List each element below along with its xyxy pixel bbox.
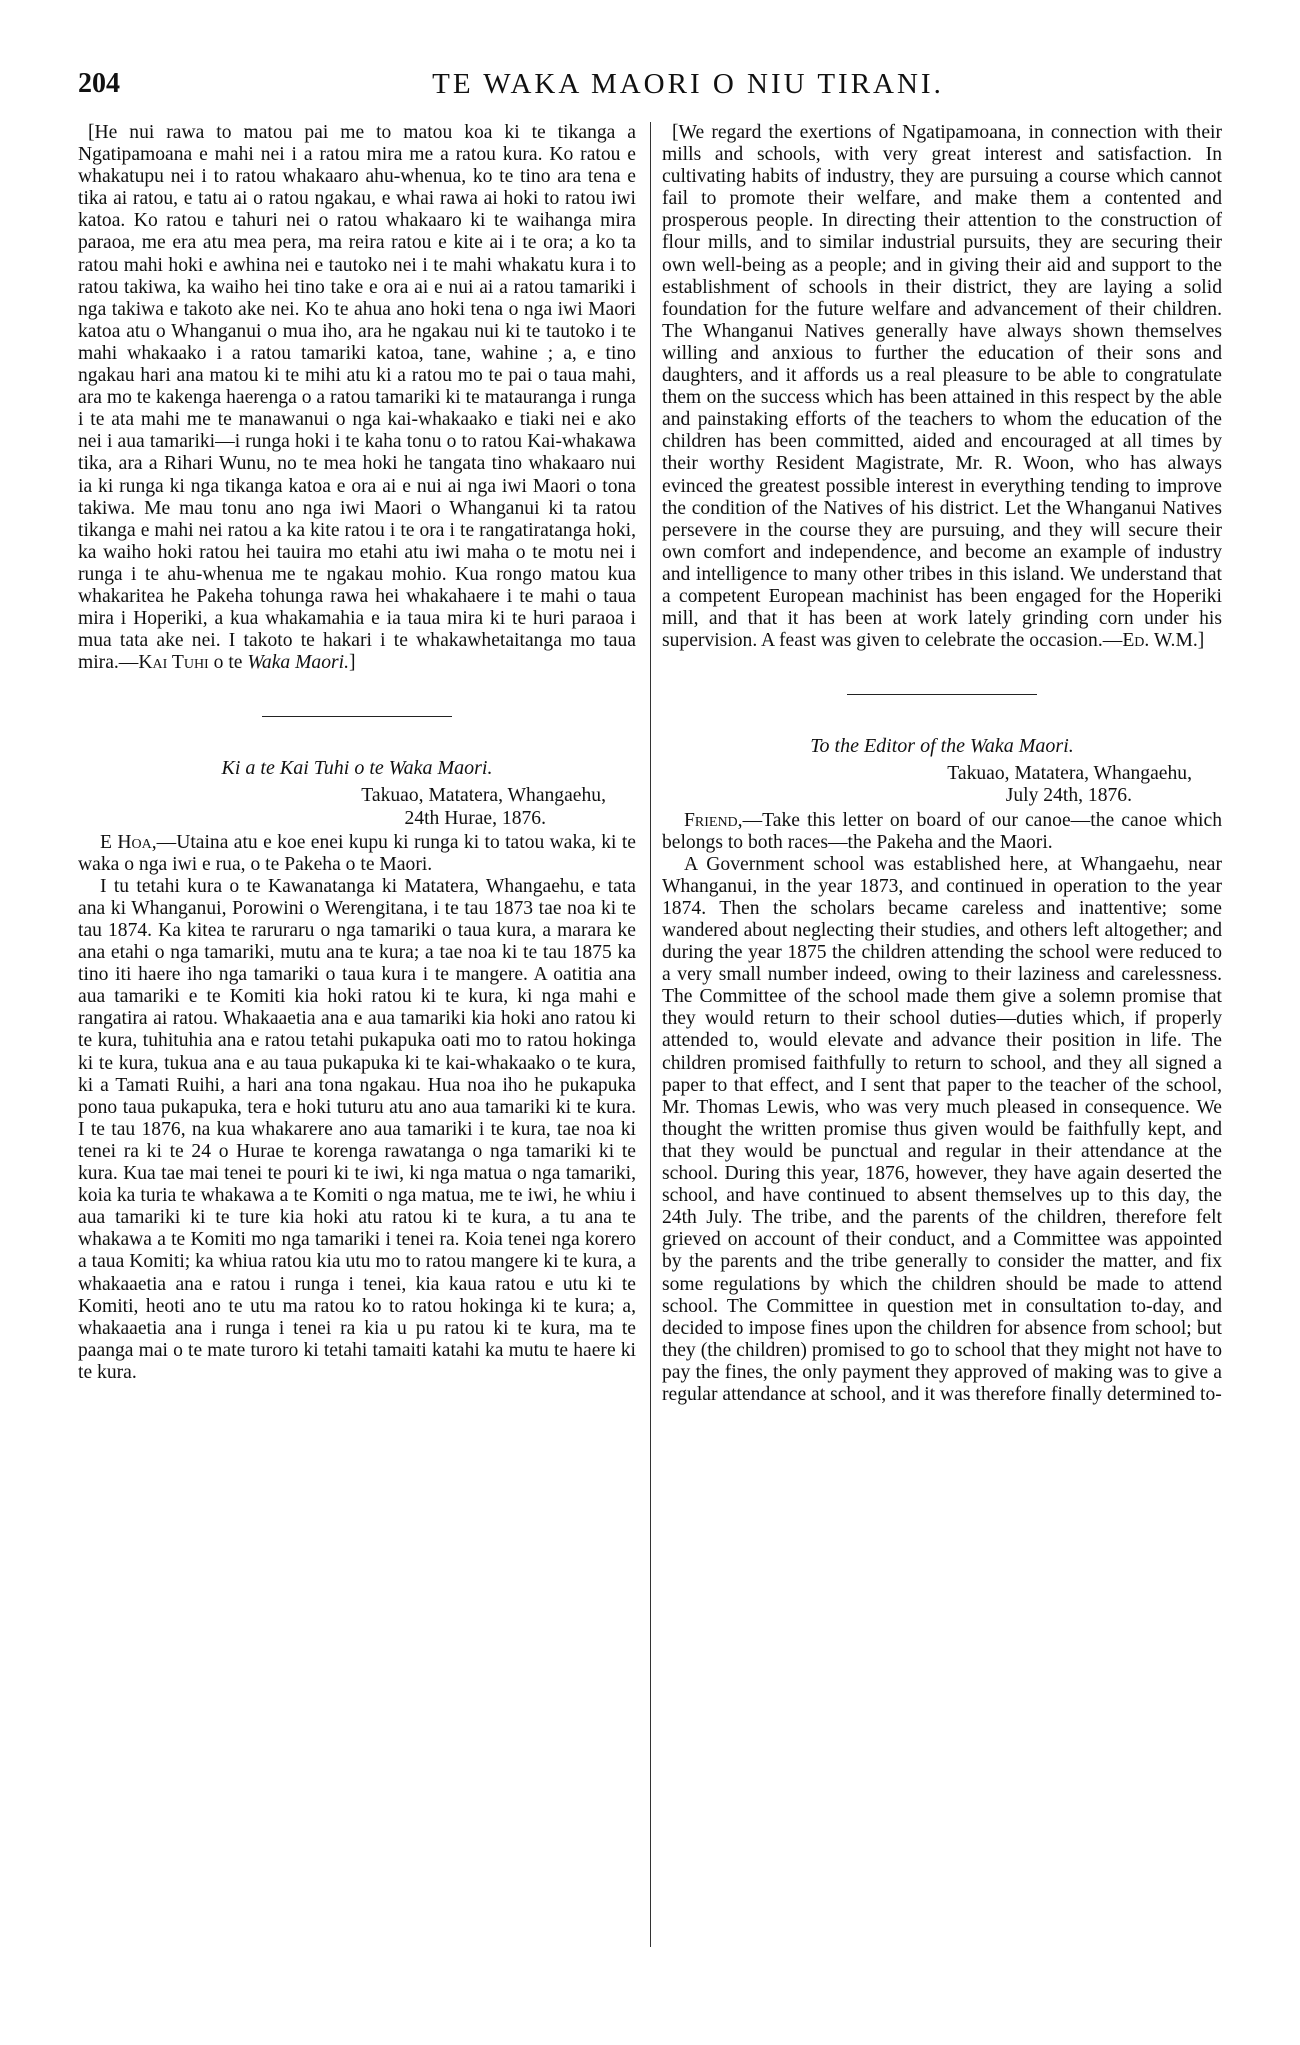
editorial-note-paper: Waka Maori.	[247, 652, 349, 674]
letter-title-english: To the Editor of the Waka Maori.	[810, 735, 1074, 758]
letter-greeting: E Hoa,	[100, 831, 157, 853]
letter-date-maori: 24th Hurae, 1876.	[404, 807, 546, 829]
section-rule	[847, 694, 1037, 695]
letter-date-english: July 24th, 1876.	[1005, 785, 1132, 807]
editorial-note-text: [He nui rawa to matou pai me to matou koa ki te tikanga a Ngatipamoana e mahi nei i a ratou mira me a ratou kura. Ko ratou e whakatupu nei i to ratou whakaaro ahu-whenua, ko te tino ara tena e tika ai ratou, e tatu ai o ratou ngakau, e whai rawa ai hoki to ratou iwi katoa. Ko ratou e tahuri nei o ratou whakaaro ki te waihanga mira paraoa, me era atu mea pera, ma reira ratou e kite ai i te ora; a ko ta ratou mahi hoki e awhina nei e tautoko nei i te mahi whakatu kura i to ratou takiwa, ka waiho hei tino take e ora ai e nui ai a ratou tamariki i nga takiwa e takoto ake nei. Ko te ahua ano hoki tena o nga iwi Maori katoa atu o Whanganui o mua iho, ara he ngakau nui ki te tautoko i te mahi whakaako i a ratou tamariki katoa, tane, wahine ; a, e tino ngakau hari ana matou ki te mihi atu ki a ratou mo te pai o taua mahi, ara mo te kakenga haerenga o a ratou tamariki ki te matauranga i runga i te ata mahi me te manawanui o nga kai-whakaako e tiaki nei e ako nei i aua tamariki—i runga hoki i te kaha tonu o to ratou Kai-whakawa tika, ara a Rihari Wunu, no te mea hoki he tangata tino whakaaro nui ia ki runga ki nga tikanga katoa e ora ai e nui ai nga iwi Maori o tona takiwa. Me mau tonu ano nga iwi Maori o Whanganui ki ta ratou tikanga e mahi nei ratou a ka kite ratou i te ora i te rangatiratanga hoki, ka waiho hoki ratou hei tauira mo etahi atu iwi maha o te motu nei i runga i te ahu-whenua me te ngakau mohio. Kua rongo matou kua whakaritea he Pakeha tohunga rawa hei whakahaere i te mahi o taua mira i Hoperiki, a kua whakamahia e ia taua mira ki te huri paraoa i mua tata ake nei. I takoto te hakari i te whakawhetaitanga mo taua mira.—	[78, 122, 636, 674]
editorial-note-signature-tail: o te	[208, 652, 248, 674]
letter-title-maori: Ki a te Kai Tuhi o te Waka Maori.	[221, 757, 493, 780]
editorial-note-signature: Ed. W.M.	[1122, 630, 1198, 652]
column-divider	[650, 122, 651, 1947]
letter-greeting: Friend,	[684, 809, 743, 831]
editorial-note-close: ]	[1197, 630, 1205, 652]
letter-address-english: Takuao, Matatera, Whangaehu,	[947, 763, 1192, 785]
editorial-note-text: [We regard the exertions of Ngatipamoana, in connection with their mills and schools, with very great interest and satisfaction. In cultivating habits of industry, they are pursuing a course which cannot fail to promote their welfare, and make them a contented and prosperous people. In directing their attention to the construction of flour mills, and to similar industrial pursuits, they are securing their own well-being as a people; and in giving their aid and support to the establishment of schools in their district, they are laying a solid foundation for the future welfare and advancement of their children. The Whanganui Natives generally have always shown themselves willing and anxious to further the education of their sons and daughters, and it affords us a real pleasure to be able to congratulate them on the success which has been attained in this respect by the able and painstaking efforts of the teachers to whom the education of the children has been committed, aided and encouraged at all times by their worthy Resident Magistrate, Mr. R. Woon, who has always evinced the greatest possible interest in everything tending to improve the condition of the Natives of his district. Let the Whanganui Natives persevere in the course they are pursuing, and they will secure their own comfort and independence, and become an example of industry and intelligence to many other tribes in this island. We understand that a competent European machinist has been engaged for the Hoperiki mill, and that it has been at work lately grinding corn under his supervision. A feast was given to celebrate the occasion.—	[662, 122, 1222, 652]
letter-paragraph: A Government school was established here, at Whangaehu, near Whanganui, in the year 1873, and continued in operation to the year 1874. Then the scholars became careless and inattentive; some wandered about neglecting their studies, and others left altogether; and during the year 1875 the children attending the school were reduced to a very small number indeed, owing to their laziness and carelessness. The Committee of the school made them give a solemn promise that they would return to their school duties—duties which, if properly attended to, would elevate and advance their position in life. The children promised faithfully to return to school, and they all signed a paper to that effect, and I sent that paper to the teacher of the school, Mr. Thomas Lewis, who was very much pleased in consequence. We thought the written promise thus given would be faithfully kept, and that they would be punctual and regular in their attendance at the school. During this year, 1876, however, they have again deserted the school, and have continued to absent themselves up to this day, the 24th July. The tribe, and the parents of the children, therefore felt grieved on account of their conduct, and a Committee was appointed by the parents and the tribe generally to consider the matter, and fix some regulations by which the children should be made to attend school. The Committee in question met in consultation to-day, and decided to impose fines upon the children for absence from school; but they (the children) promised to go to school that they might not have to pay the fines, the only payment they approved of making was to give a regular attendance at school, and it was therefore finally determined to-	[662, 853, 1222, 1405]
right-column	[662, 122, 1222, 1406]
page-header	[78, 62, 1228, 112]
section-rule	[262, 716, 452, 717]
letter-paragraph-text: —Utaina atu e koe enei kupu ki runga ki to tatou waka, ki te waka o nga iwi e rua, o te Pakeha o te Maori.	[78, 831, 636, 875]
left-column	[78, 122, 636, 1384]
letter-paragraph-text: —Take this letter on board of our canoe—the canoe which belongs to both races—the Pakeha and the Maori.	[662, 809, 1222, 853]
editorial-note-close: ]	[348, 652, 356, 674]
letter-paragraph	[78, 832, 636, 876]
page-number: 204	[78, 68, 120, 99]
letter-address-maori: Takuao, Matatera, Whangaehu,	[361, 785, 606, 807]
editorial-note-signature: Kai Tuhi	[138, 652, 209, 674]
letter-paragraph: I tu tetahi kura o te Kawanatanga ki Matatera, Whangaehu, e tata ana ki Whanganui, Porowini o Werengitana, i te tau 1873 tae noa ki te tau 1874. Ka kitea te raruraru o nga tamariki o taua kura, a marara ke ana etahi o nga tamariki, mutu ana te kura; a tae noa ki te tau 1875 ka tino iti haere iho nga tamariki o taua kura i te mangere. A oatitia ana aua tamariki e te Komiti kia hoki ratou ki te kura, ki nga mahi e rangatira ai ratou. Whakaaetia ana e aua tamariki kia hoki ano ratou ki te kura, tuhituhia ana e ratou tetahi pukapuka oati mo to ratou hokinga ki te kura, tukua ana e au taua pukapuka ki te kai-whakaako o te kura, ki a Tamati Ruihi, a hari ana tona ngakau. Hua noa iho he pukapuka pono taua pukapuka, tera e hoki tuturu atu ano aua tamariki ki te kura. I te tau 1876, na kua whakarere ano aua tamariki i te kura, tae noa ki tenei ra ki te 24 o Hurae te korenga rawatanga o nga tamariki ki te kura. Kua tae mai tenei te pouri ki te iwi, ki nga matua o nga tamariki, koia ka turia te whakawa a te Komiti o nga matua, me te iwi, he whiu i aua tamariki ki te ture kia hoki atu ratou ki te kura, a tu ana te whakawa a te Komiti mo nga tamariki i tenei ra. Koia tenei nga korero a taua Komiti; ka whiua ratou kia utu mo to ratou mangere ki te kura, a whakaaetia ana e ratou i runga i tenei, kia kaua ratou e utu ki te Komiti, heoti ano te utu ma ratou ko to ratou hokinga ki te kura; a, whakaaetia ana i runga i tenei ra kia u pu ratou ki te kura, ma te paanga mai o te mate turoro ki tetahi tamaiti katahi ka mutu te haere ki te kura.	[78, 875, 636, 1383]
letter-paragraph	[662, 810, 1222, 854]
editorial-note-english	[662, 122, 1222, 652]
masthead-title: TE WAKA MAORI O NIU TIRANI.	[432, 68, 944, 100]
editorial-note-maori	[78, 122, 636, 674]
